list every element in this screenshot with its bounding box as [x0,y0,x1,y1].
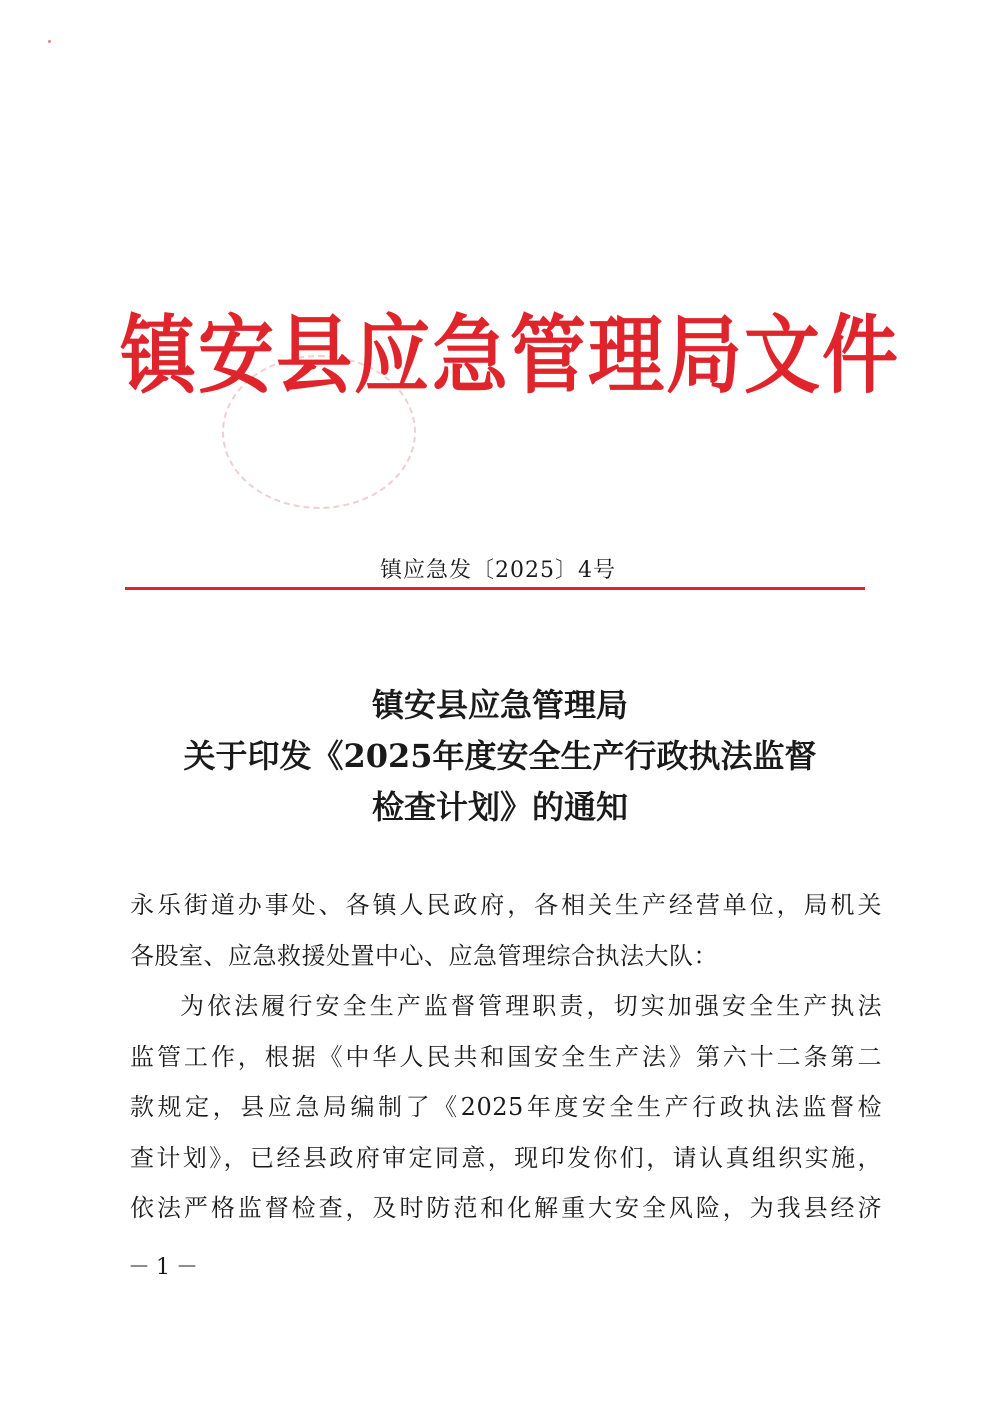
notice-title-line-3: 检查计划》的通知 [371,788,628,826]
body-text [130,880,882,1234]
masthead-title: 镇安县应急管理局文件 [120,305,900,406]
paragraph-line-2: 监管工作，根据《中华人民共和国安全生产法》第六十二条第二 [130,1042,882,1071]
document-number: 镇应急发〔2025〕4号 [380,558,616,583]
addressee-line-2: 各股室、应急救援处置中心、应急管理综合执法大队： [130,941,718,970]
paragraph-line-4: 查计划》，已经县政府审定同意，现印发你们，请认真组织实施， [130,1143,882,1172]
paragraph-line-3: 款规定，县应急局编制了《2025年度安全生产行政执法监督检 [130,1093,882,1121]
notice-title-line-1: 镇安县应急管理局 [371,686,628,724]
scan-speck [48,40,51,43]
paragraph-line-1: 为依法履行安全生产监督管理职责，切实加强安全生产执法 [180,992,882,1020]
notice-title [120,680,880,833]
paragraph-line-5: 依法严格监督检查，及时防范和化解重大安全风险，为我县经济 [130,1194,882,1222]
page-number: －1－ [128,1255,204,1280]
addressee-line-1: 永乐街道办事处、各镇人民政府，各相关生产经营单位，局机关 [130,891,882,919]
red-divider-line [125,587,865,590]
notice-title-line-2: 关于印发《2025年度安全生产行政执法监督 [183,737,817,775]
